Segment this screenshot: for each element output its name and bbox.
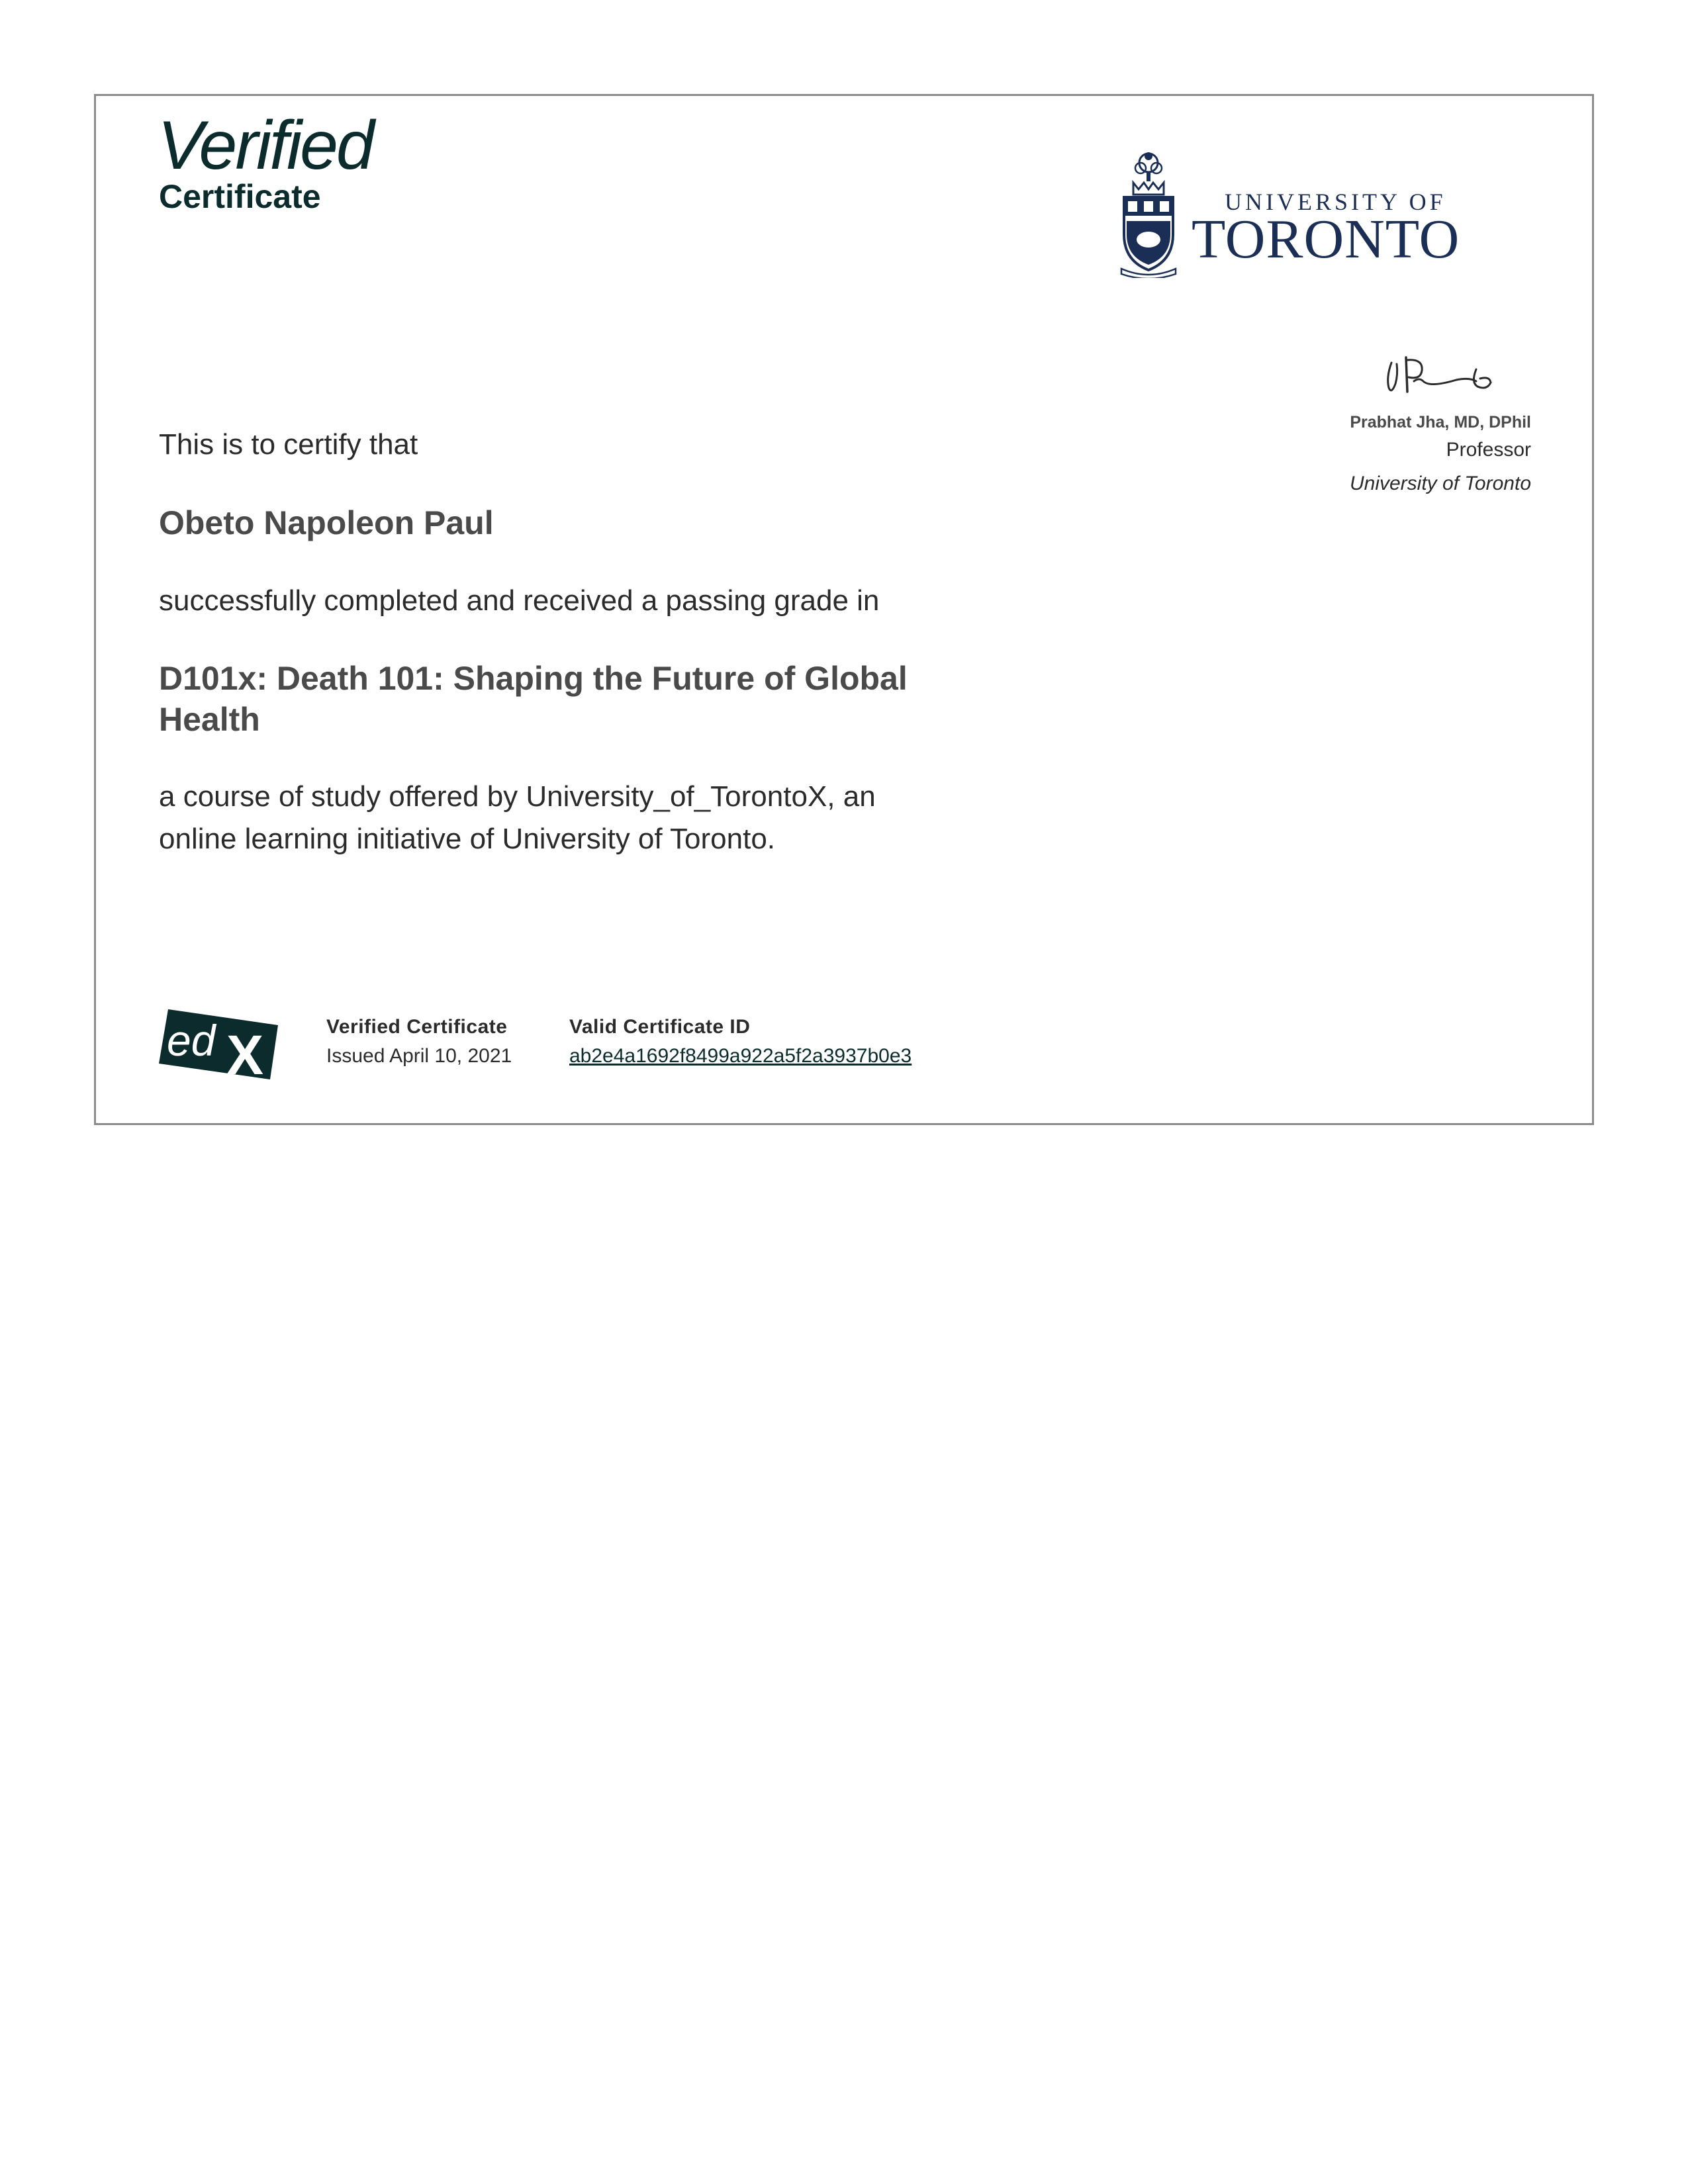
certificate-id-block xyxy=(569,1013,912,1071)
signatory-name: Prabhat Jha, MD, DPhil xyxy=(1350,413,1531,432)
certify-intro: This is to certify that xyxy=(159,428,418,461)
university-name-line1: UNIVERSITY OF xyxy=(1225,189,1446,215)
recipient-name: Obeto Napoleon Paul xyxy=(159,504,494,541)
edx-logo xyxy=(159,1009,278,1079)
course-offering-statement: a course of study offered by University_of_TorontoX, an online learning initiative of University of Toronto. xyxy=(159,780,876,855)
certificate-id-link[interactable]: ab2e4a1692f8499a922a5f2a3937b0e3 xyxy=(569,1045,912,1067)
signatory-title: Professor xyxy=(1446,439,1531,461)
certificate-subheading: Certificate xyxy=(159,178,321,215)
university-crest-icon xyxy=(1119,148,1178,278)
svg-text:X: X xyxy=(226,1024,264,1079)
certificate-id-label: Valid Certificate ID xyxy=(569,1016,751,1038)
signatory-block xyxy=(1350,410,1531,502)
verified-heading: Verified xyxy=(158,107,373,184)
certificate-type-label: Verified Certificate xyxy=(326,1016,508,1038)
svg-text:ed: ed xyxy=(167,1016,216,1065)
course-title: D101x: Death 101: Shaping the Future of Global Health xyxy=(159,660,908,738)
signature-image xyxy=(1377,351,1503,404)
certificate-body xyxy=(159,424,953,860)
signatory-organization: University of Toronto xyxy=(1349,473,1531,494)
certificate-type-block xyxy=(326,1013,512,1071)
issue-date: Issued April 10, 2021 xyxy=(326,1045,512,1067)
completion-statement: successfully completed and received a passing grade in xyxy=(159,584,880,617)
university-logo xyxy=(1119,146,1489,278)
university-name-line2: TORONTO xyxy=(1192,208,1460,270)
